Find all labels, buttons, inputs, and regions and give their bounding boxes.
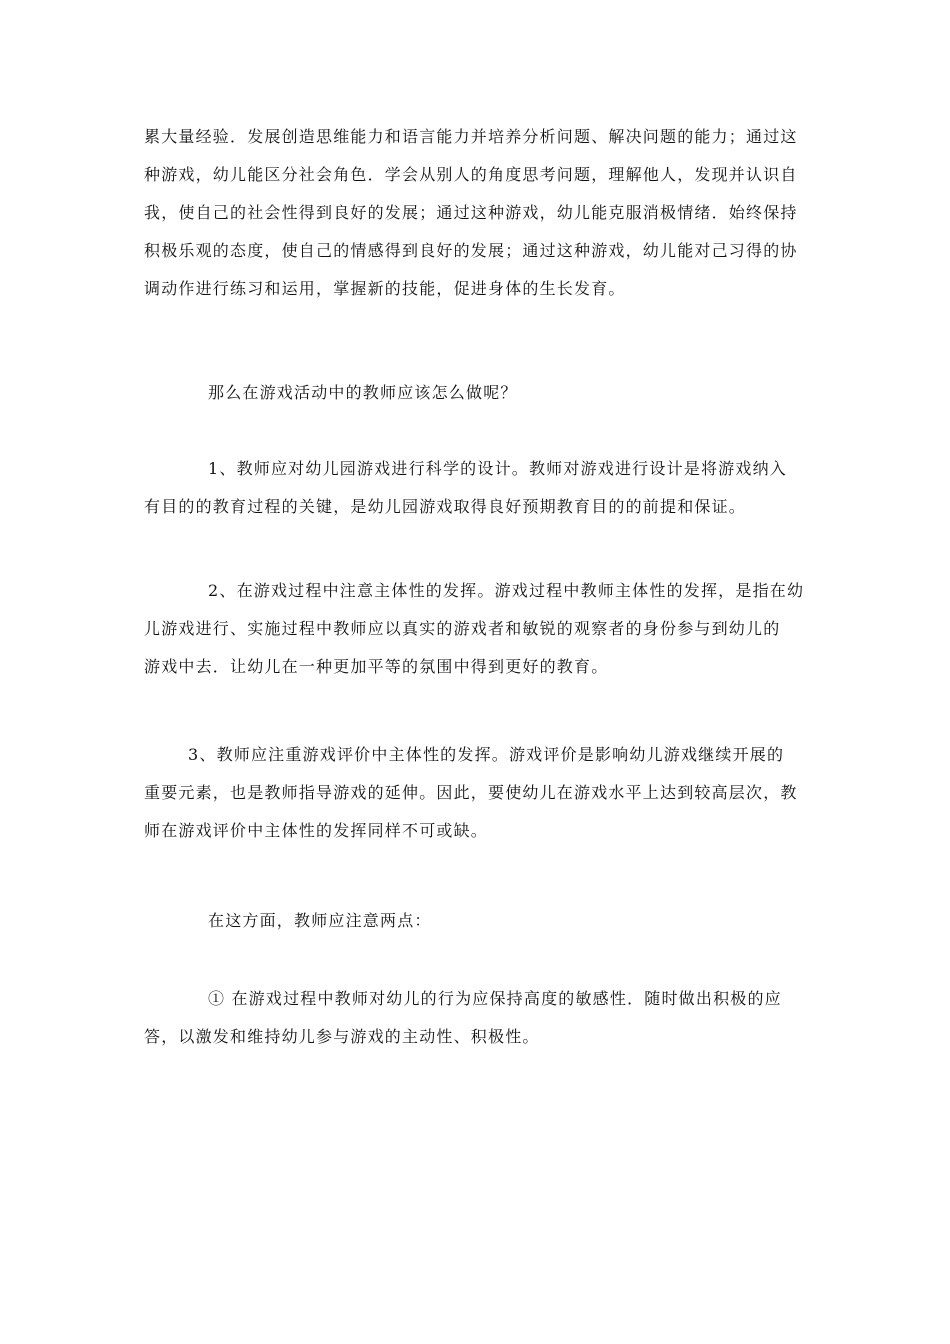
text-line: 3、教师应注重游戏评价中主体性的发挥。游戏评价是影响幼儿游戏继续开展的 bbox=[188, 745, 785, 764]
paragraph-sub-point-1 bbox=[144, 980, 806, 1056]
text-line: 有目的的教育过程的关键，是幼儿园游戏取得良好预期教育目的的前提和保证。 bbox=[144, 497, 747, 516]
paragraph-two-points-intro bbox=[144, 902, 806, 940]
text-line: 1、教师应对幼儿园游戏进行科学的设计。教师对游戏进行设计是将游戏纳入 bbox=[208, 459, 787, 478]
text-line: 答，以激发和维持幼儿参与游戏的主动性、积极性。 bbox=[144, 1027, 540, 1046]
text-line: 游戏中去．让幼儿在一种更加平等的氛围中得到更好的教育。 bbox=[144, 657, 609, 676]
paragraph-game-benefits bbox=[144, 118, 806, 308]
text-line: 在这方面，教师应注意两点： bbox=[208, 911, 432, 930]
text-line: 累大量经验．发展创造思维能力和语言能力并培养分析问题、解决问题的能力；通过这 bbox=[144, 127, 798, 146]
text-line: ① 在游戏过程中教师对幼儿的行为应保持高度的敏感性．随时做出积极的应 bbox=[208, 989, 782, 1008]
text-line: 2、在游戏过程中注意主体性的发挥。游戏过程中教师主体性的发挥，是指在幼 bbox=[208, 581, 805, 600]
paragraph-point-1 bbox=[144, 450, 806, 526]
paragraph-point-3 bbox=[144, 736, 806, 850]
paragraph-question bbox=[144, 374, 806, 412]
paragraph-point-2 bbox=[144, 572, 806, 686]
text-line: 师在游戏评价中主体性的发挥同样不可或缺。 bbox=[144, 821, 489, 840]
text-line: 积极乐观的态度，使自己的情感得到良好的发展；通过这种游戏，幼儿能对己习得的协 bbox=[144, 241, 798, 260]
text-line: 种游戏，幼儿能区分社会角色．学会从别人的角度思考问题，理解他人，发现并认识自 bbox=[144, 165, 798, 184]
text-line: 我，使自己的社会性得到良好的发展；通过这种游戏，幼儿能克服消极情绪．始终保持 bbox=[144, 203, 798, 222]
text-line: 重要元素，也是教师指导游戏的延伸。因此，要使幼儿在游戏水平上达到较高层次，教 bbox=[144, 783, 798, 802]
text-line: 儿游戏进行、实施过程中教师应以真实的游戏者和敏锐的观察者的身份参与到幼儿的 bbox=[144, 619, 781, 638]
text-line: 调动作进行练习和运用，掌握新的技能，促进身体的生长发育。 bbox=[144, 279, 626, 298]
text-line: 那么在游戏活动中的教师应该怎么做呢？ bbox=[208, 383, 518, 402]
